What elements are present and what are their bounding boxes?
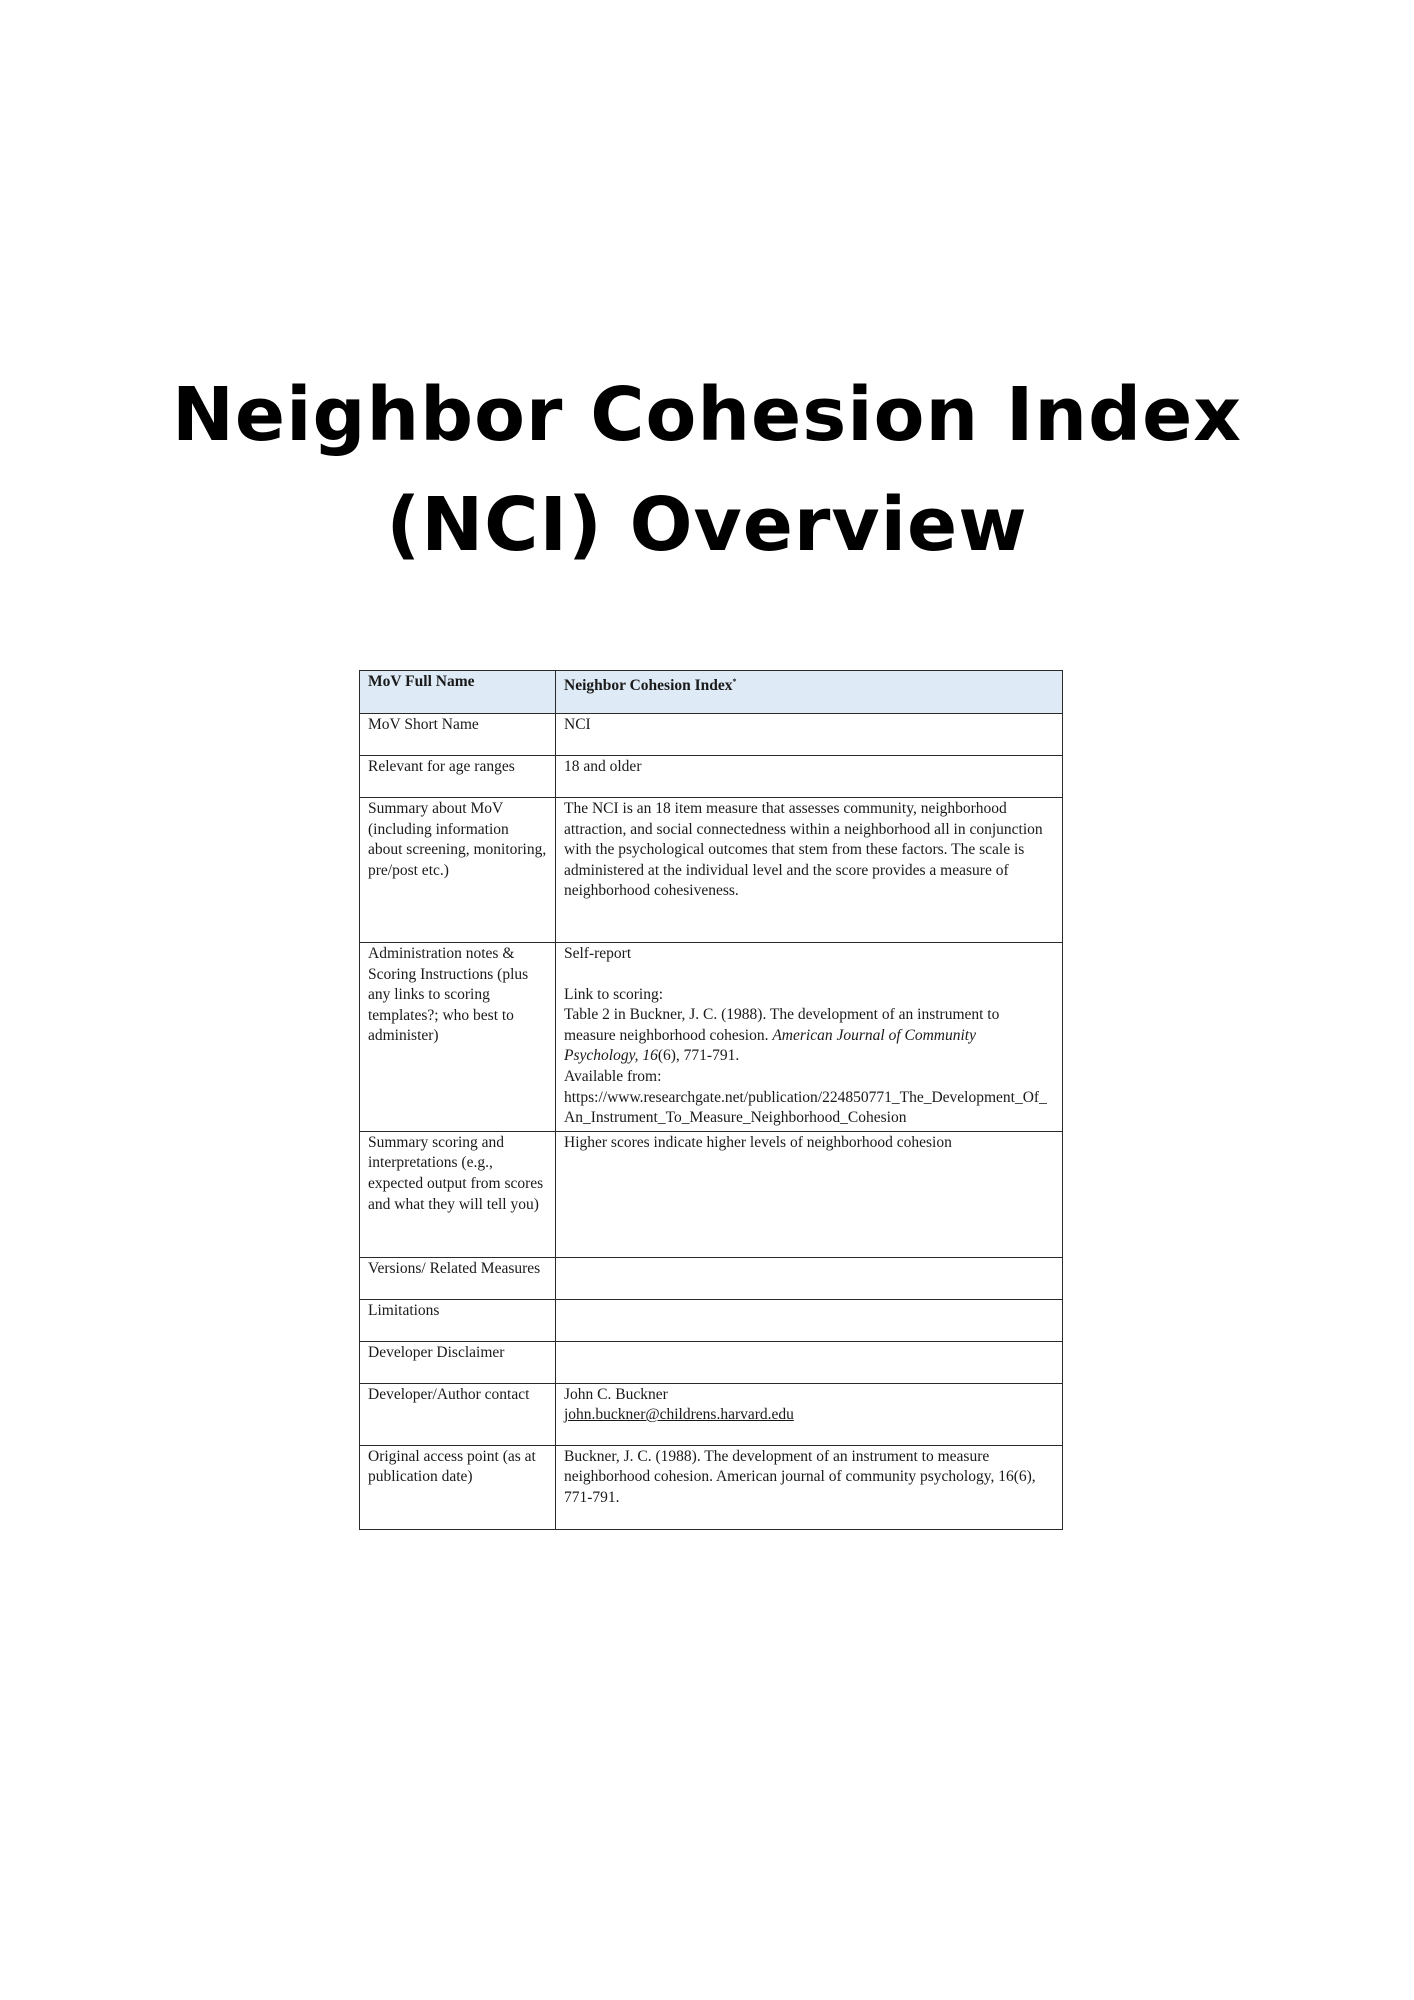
table-row-contact <box>360 1383 1063 1445</box>
row-label: Limitations <box>360 1299 556 1341</box>
available-from-label: Available from: <box>564 1067 662 1085</box>
page-title-line-1: Neighbor Cohesion Index <box>171 372 1243 458</box>
row-value <box>556 1341 1063 1383</box>
row-label: Original access point (as at publication date) <box>360 1445 556 1529</box>
table-row-access <box>360 1445 1063 1529</box>
row-label: MoV Short Name <box>360 714 556 756</box>
table-row-interpretation <box>360 1131 1063 1257</box>
row-label: Developer Disclaimer <box>360 1341 556 1383</box>
scoring-url-link[interactable]: https://www.researchgate.net/publication/224850771_The_Development_Of_An_Instrument_To_Measure_Neighborhood_Cohesion <box>564 1088 1047 1127</box>
row-label: Summary scoring and interpretations (e.g., expected output from scores and what they will tell you) <box>360 1131 556 1257</box>
table-row-administration <box>360 943 1063 1132</box>
row-value: 18 and older <box>556 756 1063 798</box>
row-value: Buckner, J. C. (1988). The development of an instrument to measure neighborhood cohesion. American journal of community psychology, 16(6), 771-791. <box>556 1445 1063 1529</box>
table-row-versions <box>360 1257 1063 1299</box>
scoring-reference-issue: (6), 771-791. <box>657 1047 740 1065</box>
row-value <box>556 943 1063 1132</box>
author-email-link[interactable]: john.buckner@childrens.harvard.edu <box>564 1406 794 1424</box>
row-label: Summary about MoV (including information about screening, monitoring, pre/post etc.) <box>360 798 556 943</box>
table-row-short-name <box>360 714 1063 756</box>
footnote-mark: * <box>732 677 737 686</box>
row-label: Versions/ Related Measures <box>360 1257 556 1299</box>
row-label: Administration notes & Scoring Instructions (plus any links to scoring templates?; who best to administer) <box>360 943 556 1132</box>
row-value <box>556 671 1063 714</box>
row-label: MoV Full Name <box>360 671 556 714</box>
scoring-link-heading: Link to scoring: <box>564 985 664 1003</box>
page-title <box>0 360 1414 580</box>
mov-overview-table <box>359 670 1063 1530</box>
table-row-age-ranges <box>360 756 1063 798</box>
row-label: Developer/Author contact <box>360 1383 556 1445</box>
scoring-reference: Table 2 in Buckner, J. C. (1988). The development of an instrument to measure neighborhood cohesion. <box>564 1006 1000 1044</box>
scoring-reference-journal: American Journal of Community Psychology, 16 <box>564 1026 976 1065</box>
table-row-limitations <box>360 1299 1063 1341</box>
table-row-disclaimer <box>360 1341 1063 1383</box>
row-value <box>556 1257 1063 1299</box>
page-title-line-2: (NCI) Overview <box>386 482 1028 568</box>
row-value: Higher scores indicate higher levels of neighborhood cohesion <box>556 1131 1063 1257</box>
row-value <box>556 1299 1063 1341</box>
mov-overview-table-container <box>359 670 1062 1530</box>
row-value: The NCI is an 18 item measure that assesses community, neighborhood attraction, and social connectedness within a neighborhood all in conjunction with the psychological outcomes that stem from these factors. The scale is administered at the individual level and the score provides a measure of neighborhood cohesiveness. <box>556 798 1063 943</box>
row-value <box>556 1383 1063 1445</box>
row-value: NCI <box>556 714 1063 756</box>
table-row-full-name <box>360 671 1063 714</box>
full-name-value: Neighbor Cohesion Index <box>564 677 733 695</box>
administration-method: Self-report <box>564 945 632 962</box>
table-row-summary <box>360 798 1063 943</box>
author-name: John C. Buckner <box>564 1385 668 1403</box>
row-label: Relevant for age ranges <box>360 756 556 798</box>
